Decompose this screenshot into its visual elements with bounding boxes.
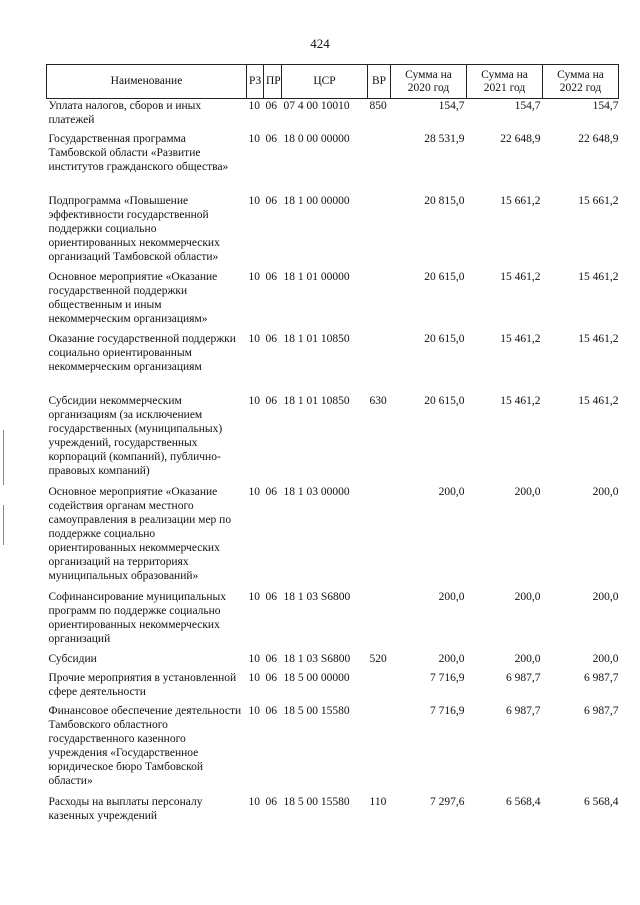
row-pr: 06 <box>265 652 277 665</box>
row-sum-2022: 200,0 <box>592 652 619 665</box>
header-sum-2020: Сумма на 2020 год <box>391 65 467 99</box>
row-pr: 06 <box>265 590 277 603</box>
header-pr: ПР <box>264 65 282 99</box>
table-header-row <box>47 65 619 99</box>
row-csr: 18 1 01 00000 <box>283 270 350 283</box>
row-vr: 630 <box>369 394 387 407</box>
row-sum-2021: 15 461,2 <box>500 332 541 345</box>
table-row <box>47 671 619 704</box>
row-sum-2020: 20 815,0 <box>424 194 465 207</box>
row-sum-2021: 6 568,4 <box>506 795 541 808</box>
row-vr: 110 <box>369 795 387 808</box>
row-sum-2022: 15 661,2 <box>578 194 619 207</box>
table-row <box>47 132 619 194</box>
row-rz: 10 <box>248 671 260 684</box>
table-row <box>47 394 619 485</box>
row-sum-2020: 200,0 <box>438 652 465 665</box>
table-row <box>47 590 619 652</box>
row-sum-2021: 15 661,2 <box>500 194 541 207</box>
row-pr: 06 <box>265 485 277 498</box>
row-name: Субсидии некоммерческим организациям (за исключением государственных (муниципальных) учреждений, государственных корпораций (компаний), публично-правовых компаний) <box>48 394 223 477</box>
row-vr <box>368 485 391 590</box>
row-vr <box>368 590 391 652</box>
row-name: Основное мероприятие «Оказание государственной поддержки общественным и иным некоммерческим организациям» <box>48 270 218 325</box>
header-sum-2022: Сумма на 2022 год <box>543 65 619 99</box>
row-csr: 18 5 00 15580 <box>283 704 350 717</box>
table-row <box>47 332 619 394</box>
row-rz: 10 <box>248 704 260 717</box>
row-pr: 06 <box>265 795 277 808</box>
row-vr: 520 <box>369 652 387 665</box>
row-rz: 10 <box>248 795 260 808</box>
row-vr <box>368 332 391 394</box>
row-vr <box>368 132 391 194</box>
table-row <box>47 652 619 671</box>
row-sum-2021: 15 461,2 <box>500 270 541 283</box>
row-sum-2021: 22 648,9 <box>500 132 541 145</box>
row-name: Субсидии <box>48 652 97 665</box>
row-sum-2020: 20 615,0 <box>424 332 465 345</box>
row-csr: 18 1 03 S6800 <box>283 652 351 665</box>
row-vr <box>368 270 391 332</box>
row-pr: 06 <box>265 671 277 684</box>
row-sum-2020: 7 297,6 <box>430 795 465 808</box>
row-rz: 10 <box>248 332 260 345</box>
row-rz: 10 <box>248 394 260 407</box>
scan-edge-mark <box>3 430 4 485</box>
row-sum-2020: 7 716,9 <box>430 671 465 684</box>
row-sum-2021: 200,0 <box>514 652 541 665</box>
row-rz: 10 <box>248 132 260 145</box>
scan-edge-mark <box>3 505 4 545</box>
row-pr: 06 <box>265 132 277 145</box>
row-sum-2021: 6 987,7 <box>506 671 541 684</box>
row-name: Софинансирование муниципальных программ по поддержке социально ориентированных некоммерческих организаций <box>48 590 226 645</box>
row-name: Основное мероприятие «Оказание содействия органам местного самоуправления в реализации мер по поддержке социально ориентированных некоммерческих организаций на территориях муниципальных образований» <box>48 485 232 582</box>
row-sum-2021: 15 461,2 <box>500 394 541 407</box>
row-name: Финансовое обеспечение деятельности Тамбовского областного государственного казенного учреждения «Государственное юридическое бюро Тамбовской области» <box>48 704 242 787</box>
row-csr: 18 1 01 10850 <box>283 394 350 407</box>
row-pr: 06 <box>265 394 277 407</box>
row-name: Расходы на выплаты персоналу казенных учреждений <box>48 795 203 822</box>
row-name: Оказание государственной поддержки социально ориентированным некоммерческим организациям <box>48 332 236 373</box>
row-rz: 10 <box>248 100 260 112</box>
row-vr <box>368 194 391 270</box>
row-name: Прочие мероприятия в установленной сфере деятельности <box>48 671 237 698</box>
row-sum-2020: 200,0 <box>438 590 465 603</box>
row-name: Подпрограмма «Повышение эффективности государственной поддержки социально ориентированных некоммерческих организаций Тамбовской области» <box>48 194 220 263</box>
row-sum-2022: 15 461,2 <box>578 270 619 283</box>
row-csr: 18 1 03 00000 <box>283 485 350 498</box>
page-number: 424 <box>310 36 330 51</box>
row-sum-2021: 200,0 <box>514 485 541 498</box>
table-row <box>47 194 619 270</box>
row-pr: 06 <box>265 704 277 717</box>
row-sum-2022: 15 461,2 <box>578 332 619 345</box>
row-sum-2022: 6 987,7 <box>584 671 619 684</box>
row-pr: 06 <box>265 194 277 207</box>
table-row <box>47 270 619 332</box>
row-csr: 18 1 01 10850 <box>283 332 350 345</box>
row-rz: 10 <box>248 590 260 603</box>
header-sum-2021: Сумма на 2021 год <box>467 65 543 99</box>
header-vr: ВР <box>368 65 391 99</box>
row-sum-2020: 200,0 <box>438 485 465 498</box>
table-row <box>47 704 619 795</box>
row-sum-2021: 200,0 <box>514 590 541 603</box>
header-name: Наименование <box>47 65 247 99</box>
row-name: Уплата налогов, сборов и иных платежей <box>48 100 202 126</box>
row-rz: 10 <box>248 270 260 283</box>
row-vr: 850 <box>369 100 387 112</box>
row-csr: 18 0 00 00000 <box>283 132 350 145</box>
header-rz: РЗ <box>247 65 264 99</box>
row-sum-2022: 6 987,7 <box>584 704 619 717</box>
row-pr: 06 <box>265 100 277 112</box>
row-sum-2020: 154,7 <box>438 100 465 112</box>
row-vr <box>368 671 391 704</box>
table-row <box>47 485 619 590</box>
row-sum-2020: 7 716,9 <box>430 704 465 717</box>
row-csr: 18 5 00 15580 <box>283 795 350 808</box>
row-pr: 06 <box>265 332 277 345</box>
row-sum-2021: 6 987,7 <box>506 704 541 717</box>
row-sum-2020: 20 615,0 <box>424 394 465 407</box>
row-sum-2022: 200,0 <box>592 590 619 603</box>
row-csr: 18 1 03 S6800 <box>283 590 351 603</box>
row-csr: 07 4 00 10010 <box>283 100 350 112</box>
table-row <box>47 99 619 132</box>
row-sum-2020: 28 531,9 <box>424 132 465 145</box>
row-vr <box>368 704 391 795</box>
row-sum-2021: 154,7 <box>514 100 541 112</box>
row-rz: 10 <box>248 485 260 498</box>
row-name: Государственная программа Тамбовской области «Развитие институтов гражданского общества» <box>48 132 229 173</box>
row-sum-2022: 15 461,2 <box>578 394 619 407</box>
budget-table <box>46 64 619 828</box>
header-csr: ЦСР <box>282 65 368 99</box>
table-row <box>47 795 619 828</box>
row-rz: 10 <box>248 652 260 665</box>
row-pr: 06 <box>265 270 277 283</box>
row-sum-2022: 200,0 <box>592 485 619 498</box>
row-csr: 18 5 00 00000 <box>283 671 350 684</box>
row-sum-2020: 20 615,0 <box>424 270 465 283</box>
row-sum-2022: 22 648,9 <box>578 132 619 145</box>
row-csr: 18 1 00 00000 <box>283 194 350 207</box>
row-rz: 10 <box>248 194 260 207</box>
row-sum-2022: 154,7 <box>592 100 619 112</box>
row-sum-2022: 6 568,4 <box>584 795 619 808</box>
